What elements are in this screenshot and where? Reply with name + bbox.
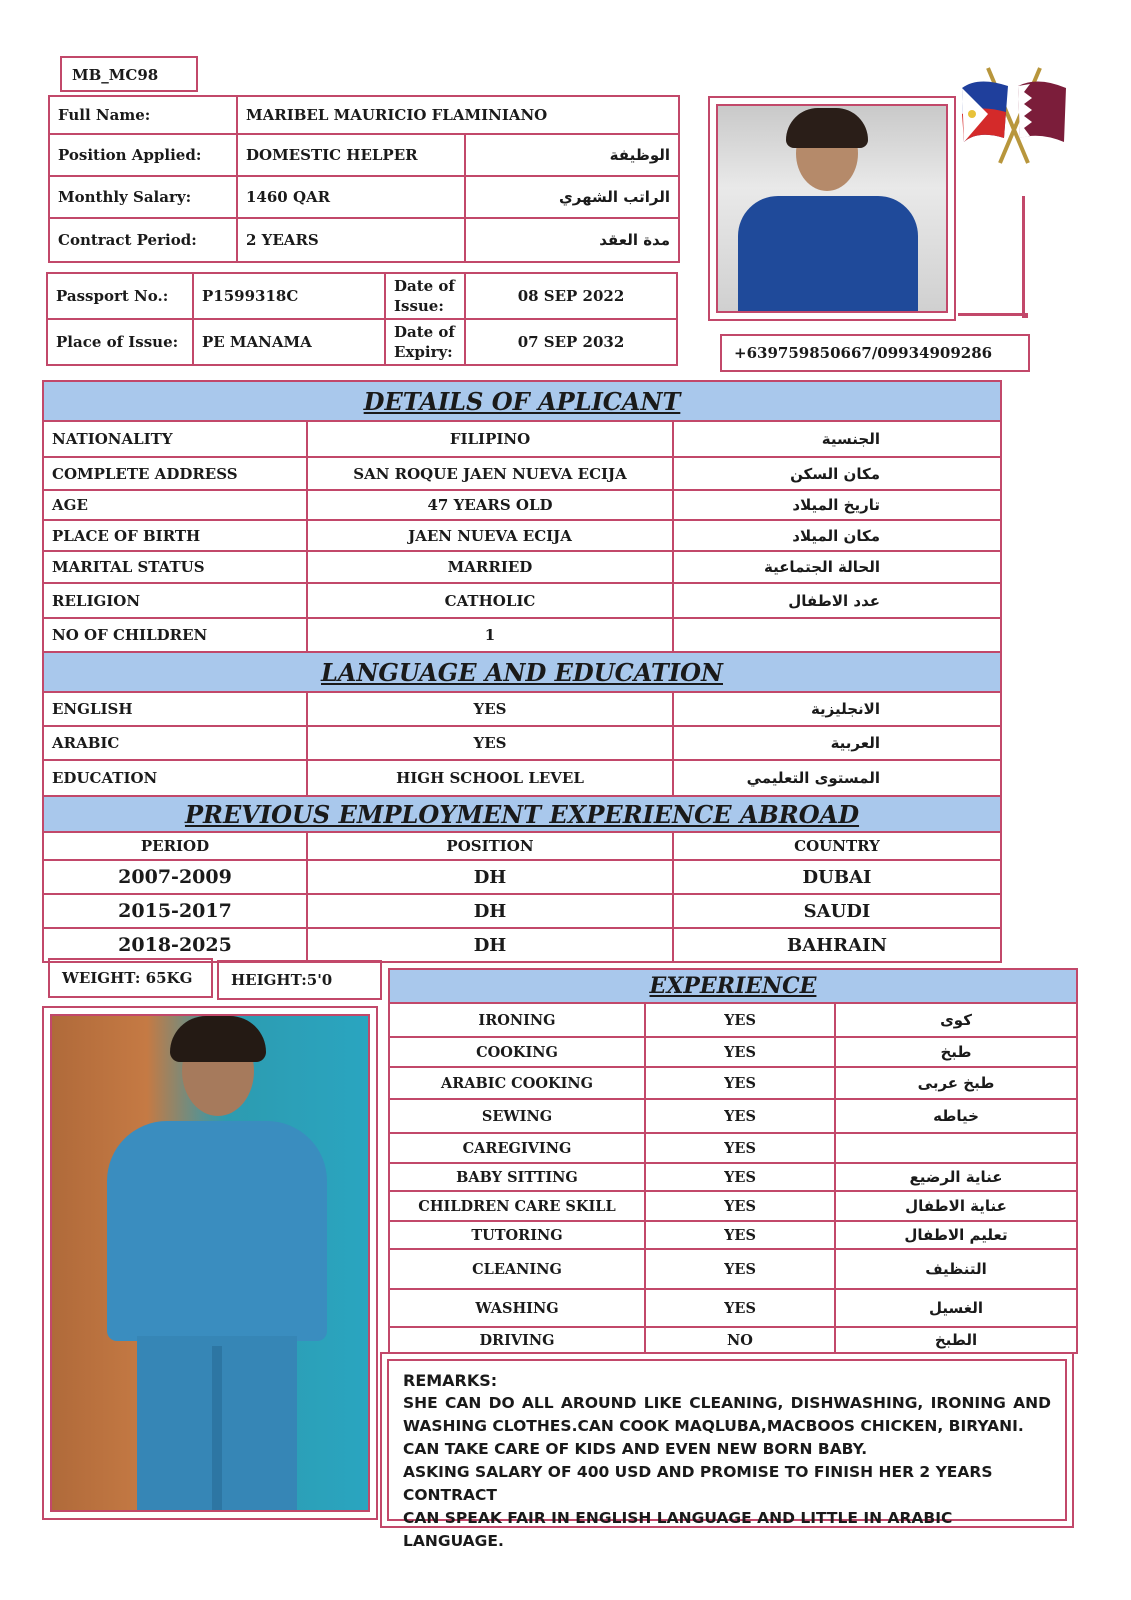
detail-value: JAEN NUEVA ECIJA: [307, 520, 673, 551]
weight-box: [48, 958, 213, 998]
table-row: [389, 1037, 1077, 1067]
detail-arabic-label: الحالة الجتماعية: [673, 551, 1001, 583]
employment-position: DH: [307, 894, 673, 928]
table-row: [43, 692, 1001, 726]
table-row: [43, 796, 1001, 832]
experience-value: YES: [645, 1133, 835, 1163]
experience-value: YES: [645, 1191, 835, 1221]
experience-section-title: EXPERIENCE: [389, 969, 1077, 1003]
table-row: [43, 457, 1001, 490]
place-of-issue-label: Place of Issue:: [47, 319, 193, 365]
experience-arabic-label: عناية الاطفال: [835, 1191, 1077, 1221]
table-row: [389, 1163, 1077, 1191]
experience-value: YES: [645, 1163, 835, 1191]
full-body-photo: [50, 1014, 370, 1512]
experience-value: NO: [645, 1327, 835, 1353]
salary-value: 1460 QAR: [237, 176, 465, 218]
experience-value: YES: [645, 1003, 835, 1037]
experience-skill: COOKING: [389, 1037, 645, 1067]
experience-skill: BABY SITTING: [389, 1163, 645, 1191]
contract-arabic: مدة العقد: [465, 218, 679, 262]
experience-value: YES: [645, 1249, 835, 1289]
passport-table: [46, 272, 678, 366]
decorative-frame-line-bottom: [958, 313, 1028, 316]
language-label: ARABIC: [43, 726, 307, 760]
experience-arabic-label: [835, 1133, 1077, 1163]
table-row: [43, 726, 1001, 760]
details-section-title: DETAILS OF APLICANT: [43, 381, 1001, 421]
phone-number: +639759850667/09934909286: [734, 344, 993, 362]
detail-value: 47 YEARS OLD: [307, 490, 673, 520]
experience-skill: CHILDREN CARE SKILL: [389, 1191, 645, 1221]
employment-country: DUBAI: [673, 860, 1001, 894]
experience-table: [388, 968, 1078, 1354]
detail-arabic-label: الجنسية: [673, 421, 1001, 457]
reference-code: MB_MC98: [72, 66, 159, 84]
header-info-table: [48, 95, 680, 263]
contract-label: Contract Period:: [49, 218, 237, 262]
table-row: [389, 1249, 1077, 1289]
remarks-line: CAN SPEAK FAIR IN ENGLISH LANGUAGE AND LITTLE IN ARABIC LANGUAGE.: [403, 1509, 953, 1550]
full-name-label: Full Name:: [49, 96, 237, 134]
experience-arabic-label: خياطه: [835, 1099, 1077, 1133]
passport-no-label: Passport No.:: [47, 273, 193, 319]
detail-label: COMPLETE ADDRESS: [43, 457, 307, 490]
language-value: HIGH SCHOOL LEVEL: [307, 760, 673, 796]
language-value: YES: [307, 726, 673, 760]
employment-header: PERIOD: [43, 832, 307, 860]
employment-country: SAUDI: [673, 894, 1001, 928]
detail-value: MARRIED: [307, 551, 673, 583]
table-row: [43, 652, 1001, 692]
detail-label: PLACE OF BIRTH: [43, 520, 307, 551]
detail-label: MARITAL STATUS: [43, 551, 307, 583]
detail-arabic-label: مكان الميلاد: [673, 520, 1001, 551]
language-value: YES: [307, 692, 673, 726]
decorative-frame-line: [1022, 196, 1028, 318]
employment-period: 2007-2009: [43, 860, 307, 894]
experience-arabic-label: التنظيف: [835, 1249, 1077, 1289]
experience-arabic-label: تعليم الاطفال: [835, 1221, 1077, 1249]
place-of-issue-value: PE MANAMA: [193, 319, 385, 365]
remarks-text: [403, 1392, 1051, 1553]
table-row: [43, 894, 1001, 928]
remarks-line: ASKING SALARY OF 400 USD AND PROMISE TO FINISH HER 2 YEARS CONTRACT: [403, 1463, 993, 1504]
position-label: Position Applied:: [49, 134, 237, 176]
table-row: [389, 1003, 1077, 1037]
experience-skill: WASHING: [389, 1289, 645, 1327]
table-row: [389, 1099, 1077, 1133]
detail-value: CATHOLIC: [307, 583, 673, 618]
full-name-value: MARIBEL MAURICIO FLAMINIANO: [237, 96, 679, 134]
table-row: [43, 760, 1001, 796]
weight-value: WEIGHT: 65KG: [62, 969, 193, 987]
applicant-details-table: [42, 380, 1002, 963]
experience-skill: TUTORING: [389, 1221, 645, 1249]
experience-arabic-label: كوى: [835, 1003, 1077, 1037]
employment-period: 2018-2025: [43, 928, 307, 962]
employment-period: 2015-2017: [43, 894, 307, 928]
detail-label: NATIONALITY: [43, 421, 307, 457]
remarks-line: SHE CAN DO ALL AROUND LIKE CLEANING, DISHWASHING, IRONING AND WASHING CLOTHES.CAN COOK MAQLUBA,MACBOOS CHICKEN, BIRYANI.: [403, 1394, 1051, 1435]
employment-country: BAHRAIN: [673, 928, 1001, 962]
salary-label: Monthly Salary:: [49, 176, 237, 218]
table-row: [43, 551, 1001, 583]
detail-label: RELIGION: [43, 583, 307, 618]
language-label: EDUCATION: [43, 760, 307, 796]
table-row: [389, 1327, 1077, 1353]
experience-arabic-label: الطبخ: [835, 1327, 1077, 1353]
remarks-box: [387, 1359, 1067, 1550]
language-label: ENGLISH: [43, 692, 307, 726]
table-row: [43, 928, 1001, 962]
language-arabic-label: الانجليزية: [673, 692, 1001, 726]
employment-position: DH: [307, 860, 673, 894]
contract-value: 2 YEARS: [237, 218, 465, 262]
table-row: [43, 583, 1001, 618]
table-row: [43, 832, 1001, 860]
detail-label: NO OF CHILDREN: [43, 618, 307, 652]
position-value: DOMESTIC HELPER: [237, 134, 465, 176]
table-row: [389, 1221, 1077, 1249]
reference-code-box: [60, 56, 198, 92]
height-box: [217, 960, 382, 1000]
employment-position: DH: [307, 928, 673, 962]
detail-label: AGE: [43, 490, 307, 520]
experience-value: YES: [645, 1289, 835, 1327]
experience-value: YES: [645, 1037, 835, 1067]
phone-number-box: [720, 334, 1030, 372]
height-value: HEIGHT:5'0: [231, 971, 333, 989]
applicant-photo-frame: [708, 96, 956, 321]
applicant-photo-portrait: [716, 104, 948, 313]
salary-arabic: الراتب الشهري: [465, 176, 679, 218]
language-section-title: LANGUAGE AND EDUCATION: [43, 652, 1001, 692]
remarks-title: REMARKS:: [403, 1371, 498, 1390]
table-row: [43, 618, 1001, 652]
detail-arabic-label: مكان السكن: [673, 457, 1001, 490]
position-arabic: الوظيفة: [465, 134, 679, 176]
language-arabic-label: المستوى التعليمي: [673, 760, 1001, 796]
expiry-date-value: 07 SEP 2032: [465, 319, 677, 365]
experience-skill: ARABIC COOKING: [389, 1067, 645, 1099]
detail-value: 1: [307, 618, 673, 652]
table-row: [389, 1067, 1077, 1099]
detail-value: SAN ROQUE JAEN NUEVA ECIJA: [307, 457, 673, 490]
employment-section-title: PREVIOUS EMPLOYMENT EXPERIENCE ABROAD: [43, 796, 1001, 832]
experience-skill: DRIVING: [389, 1327, 645, 1353]
detail-arabic-label: عدد الاطفال: [673, 583, 1001, 618]
crossed-flags-emblem: [958, 58, 1070, 170]
issue-date-value: 08 SEP 2022: [465, 273, 677, 319]
remarks-line: CAN TAKE CARE OF KIDS AND EVEN NEW BORN BABY.: [403, 1440, 868, 1458]
detail-arabic-label: تاريخ الميلاد: [673, 490, 1001, 520]
experience-skill: IRONING: [389, 1003, 645, 1037]
employment-header: POSITION: [307, 832, 673, 860]
employment-header: COUNTRY: [673, 832, 1001, 860]
experience-value: YES: [645, 1221, 835, 1249]
experience-arabic-label: عناية الرضيع: [835, 1163, 1077, 1191]
passport-no-value: P1599318C: [193, 273, 385, 319]
detail-arabic-label: [673, 618, 1001, 652]
experience-skill: CLEANING: [389, 1249, 645, 1289]
table-row: [389, 1289, 1077, 1327]
table-row: [389, 1133, 1077, 1163]
experience-skill: SEWING: [389, 1099, 645, 1133]
table-row: [389, 1191, 1077, 1221]
table-row: [43, 520, 1001, 551]
experience-value: YES: [645, 1067, 835, 1099]
detail-value: FILIPINO: [307, 421, 673, 457]
experience-skill: CAREGIVING: [389, 1133, 645, 1163]
experience-arabic-label: طبخ عربى: [835, 1067, 1077, 1099]
language-arabic-label: العربية: [673, 726, 1001, 760]
issue-date-label: Date of Issue:: [385, 273, 465, 319]
experience-value: YES: [645, 1099, 835, 1133]
expiry-date-label: Date of Expiry:: [385, 319, 465, 365]
full-body-photo-frame: [42, 1006, 378, 1520]
experience-arabic-label: الغسيل: [835, 1289, 1077, 1327]
experience-arabic-label: طبخ: [835, 1037, 1077, 1067]
table-row: [43, 860, 1001, 894]
table-row: [43, 490, 1001, 520]
remarks-frame: [380, 1352, 1074, 1550]
table-row: [43, 421, 1001, 457]
